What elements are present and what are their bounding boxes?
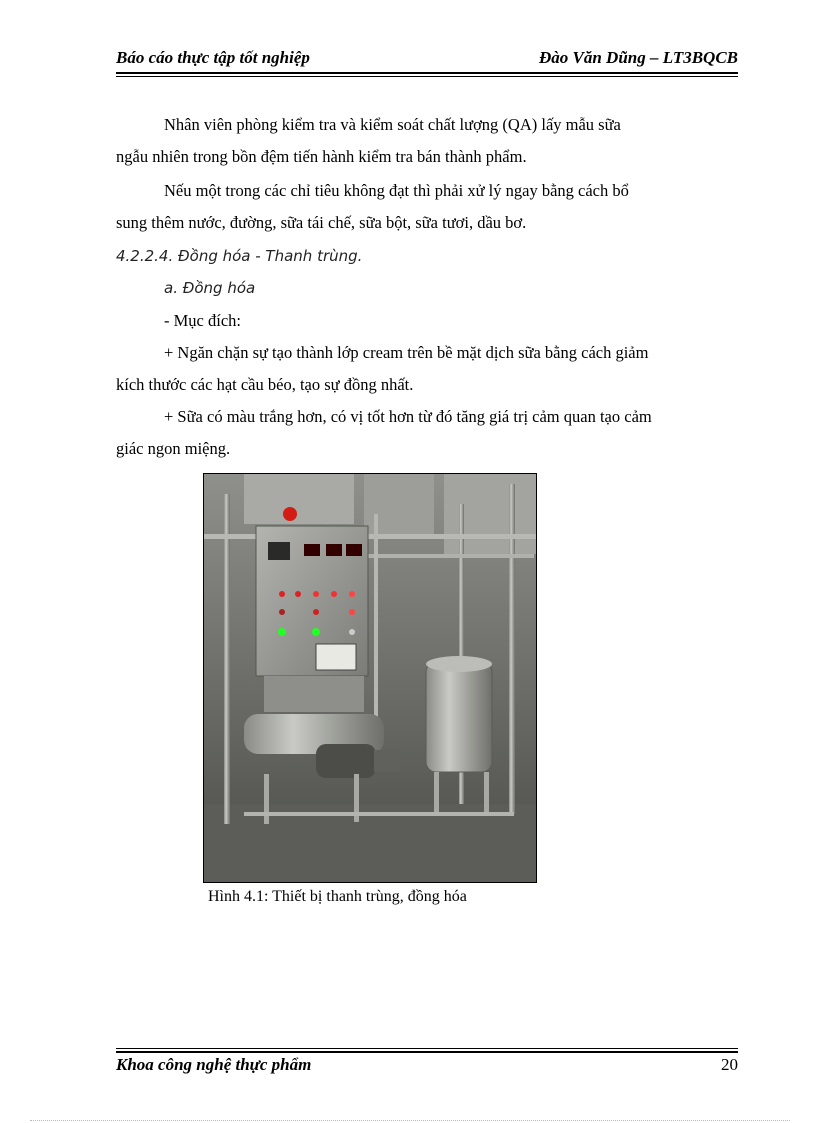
pasteurizer-illustration (204, 474, 536, 882)
header-author: Đào Văn Dũng – LT3BQCB (538, 48, 738, 67)
footer-rule (116, 1051, 738, 1053)
header-report-title: Báo cáo thực tập tốt nghiệp (116, 48, 310, 67)
page-header (116, 48, 738, 72)
footer-department: Khoa công nghệ thực phẩm (116, 1055, 312, 1074)
figure-photo-pasteurizer (203, 473, 537, 883)
figure-caption: Hình 4.1: Thiết bị thanh trùng, đồng hóa (208, 888, 467, 905)
header-rule-thin (116, 76, 738, 77)
paragraph-qa-line-2: ngẫu nhiên trong bồn đệm tiến hành kiểm tra bán thành phẩm. (116, 147, 527, 166)
page-bottom-divider (30, 1120, 790, 1121)
bullet-taste-line-1: + Sữa có màu trắng hơn, có vị tốt hơn từ đó tăng giá trị cảm quan tạo cảm (164, 407, 652, 426)
page-number: 20 (721, 1055, 738, 1074)
bullet-cream-line-2: kích thước các hạt cầu béo, tạo sự đồng nhất. (116, 375, 414, 394)
paragraph-qa-line-1: Nhân viên phòng kiểm tra và kiểm soát chất lượng (QA) lấy mẫu sữa (164, 115, 621, 134)
header-rule (116, 72, 738, 74)
paragraph-fix-line-2: sung thêm nước, đường, sữa tái chế, sữa bột, sữa tươi, dầu bơ. (116, 213, 527, 232)
paragraph-fix-line-1: Nếu một trong các chỉ tiêu không đạt thì phải xử lý ngay bằng cách bổ (164, 181, 629, 200)
bullet-cream-line-1: + Ngăn chặn sự tạo thành lớp cream trên bề mặt dịch sữa bằng cách giảm (164, 343, 649, 362)
purpose-label: - Mục đích: (164, 311, 241, 330)
footer-rule-thin (116, 1048, 738, 1049)
subheading-homogenization: a. Đồng hóa (164, 279, 256, 297)
section-heading: 4.2.2.4. Đồng hóa - Thanh trùng. (116, 247, 363, 265)
bullet-taste-line-2: giác ngon miệng. (116, 439, 231, 458)
